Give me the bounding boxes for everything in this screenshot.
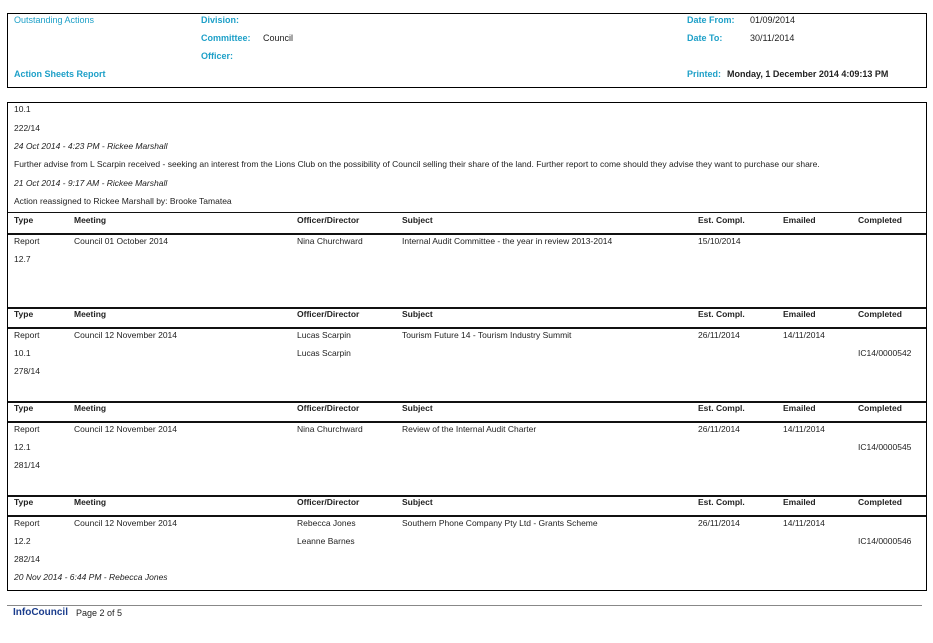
record-type: Report [14, 424, 40, 434]
col-header-officer: Officer/Director [297, 497, 360, 507]
col-header-officer: Officer/Director [297, 309, 360, 319]
col-header-officer: Officer/Director [297, 403, 360, 413]
record-item-number: 12.1 [14, 442, 31, 452]
record-subject: Internal Audit Committee - the year in review 2013-2014 [402, 236, 613, 246]
col-header-meeting: Meeting [74, 309, 107, 319]
header-rule [8, 233, 926, 235]
record-subject: Southern Phone Company Pty Ltd - Grants Scheme [402, 518, 598, 528]
col-header-est: Est. Compl. [698, 403, 745, 413]
col-header-meeting: Meeting [74, 497, 107, 507]
record-ref-number: 281/14 [14, 460, 40, 470]
record-completed: IC14/0000546 [858, 536, 912, 546]
record-item-number: 12.7 [14, 254, 31, 264]
col-header-completed: Completed [858, 309, 902, 319]
record-officer: Nina Churchward [297, 424, 363, 434]
record-est-compl: 26/11/2014 [698, 330, 740, 340]
record-type: Report [14, 330, 40, 340]
committee-label: Committee: [201, 33, 251, 43]
col-header-emailed: Emailed [783, 309, 816, 319]
record-est-compl: 15/10/2014 [698, 236, 741, 246]
col-header-meeting: Meeting [74, 403, 107, 413]
record-officer-secondary: Lucas Scarpin [297, 348, 351, 358]
footer-rule [7, 605, 922, 606]
record-item-number: 10.1 [14, 348, 31, 358]
actions-body [7, 102, 927, 591]
record-emailed: 14/11/2014 [783, 330, 825, 340]
col-header-subject: Subject [402, 403, 433, 413]
record-subject: Review of the Internal Audit Charter [402, 424, 537, 434]
printed-value: Monday, 1 December 2014 4:09:13 PM [727, 69, 889, 79]
record-meeting: Council 12 November 2014 [74, 518, 178, 528]
record-ref-number: 278/14 [14, 366, 40, 376]
date-from-value: 01/09/2014 [750, 15, 796, 25]
record-officer: Rebecca Jones [297, 518, 356, 528]
top-ref-number: 222/14 [14, 123, 40, 133]
col-header-type: Type [14, 497, 34, 507]
record-emailed: 14/11/2014 [783, 424, 825, 434]
date-from-label: Date From: [687, 15, 735, 25]
record-meeting: Council 12 November 2014 [74, 424, 178, 434]
col-header-officer: Officer/Director [297, 215, 360, 225]
page-indicator: Page 2 of 5 [76, 608, 123, 618]
record-meeting: Council 01 October 2014 [74, 236, 169, 246]
col-header-emailed: Emailed [783, 497, 816, 507]
report-name: Action Sheets Report [14, 69, 106, 79]
col-header-type: Type [14, 215, 34, 225]
col-header-completed: Completed [858, 497, 902, 507]
record-officer: Nina Churchward [297, 236, 363, 246]
note-header: 24 Oct 2014 - 4:23 PM - Rickee Marshall [14, 141, 168, 151]
header-rule [8, 421, 926, 423]
note-text: Action reassigned to Rickee Marshall by: Brooke Tamatea [14, 196, 232, 206]
committee-value: Council [263, 33, 294, 43]
date-to-value: 30/11/2014 [750, 33, 795, 43]
note-header: 20 Nov 2014 - 6:44 PM - Rebecca Jones [14, 572, 168, 582]
note-text: Further advise from L Scarpin received - seeking an interest from the Lions Club on the possibility of Council selling their share of the land. Further report to come should they advise they want to purchase our share. [14, 159, 820, 169]
record-type: Report [14, 518, 40, 528]
record-ref-number: 282/14 [14, 554, 40, 564]
record-emailed: 14/11/2014 [783, 518, 825, 528]
record-type: Report [14, 236, 40, 246]
division-label: Division: [201, 15, 240, 25]
col-header-emailed: Emailed [783, 403, 816, 413]
footer-brand: InfoCouncil [13, 607, 68, 618]
divider [8, 212, 926, 213]
col-header-subject: Subject [402, 215, 433, 225]
report-type: Outstanding Actions [14, 15, 95, 25]
col-header-type: Type [14, 309, 34, 319]
header-rule [8, 327, 926, 329]
col-header-est: Est. Compl. [698, 309, 745, 319]
col-header-emailed: Emailed [783, 215, 816, 225]
col-header-completed: Completed [858, 215, 902, 225]
record-est-compl: 26/11/2014 [698, 424, 740, 434]
col-header-est: Est. Compl. [698, 215, 745, 225]
record-subject: Tourism Future 14 - Tourism Industry Summit [402, 330, 572, 340]
officer-label: Officer: [201, 51, 234, 61]
top-item-number: 10.1 [14, 104, 31, 114]
record-officer-secondary: Leanne Barnes [297, 536, 355, 546]
col-header-est: Est. Compl. [698, 497, 745, 507]
col-header-type: Type [14, 403, 34, 413]
col-header-meeting: Meeting [74, 215, 107, 225]
date-to-label: Date To: [687, 33, 723, 43]
col-header-subject: Subject [402, 309, 433, 319]
record-meeting: Council 12 November 2014 [74, 330, 178, 340]
record-officer: Lucas Scarpin [297, 330, 351, 340]
col-header-completed: Completed [858, 403, 902, 413]
note-header: 21 Oct 2014 - 9:17 AM - Rickee Marshall [14, 178, 168, 188]
header-rule [8, 515, 926, 517]
record-est-compl: 26/11/2014 [698, 518, 740, 528]
record-item-number: 12.2 [14, 536, 31, 546]
printed-label: Printed: [687, 69, 722, 79]
record-completed: IC14/0000542 [858, 348, 912, 358]
record-completed: IC14/0000545 [858, 442, 912, 452]
col-header-subject: Subject [402, 497, 433, 507]
report-header [7, 13, 927, 88]
